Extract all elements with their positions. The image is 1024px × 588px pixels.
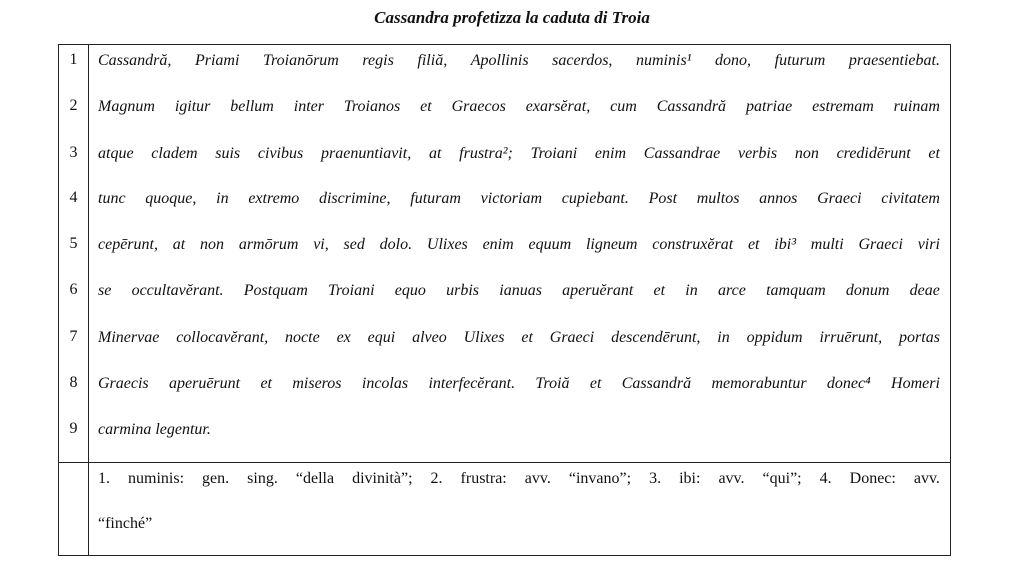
word: “della	[295, 470, 335, 487]
word: aperuĕrant	[562, 282, 634, 299]
word: ibi³	[774, 236, 796, 253]
word: Ulixes	[463, 329, 505, 346]
word: arce	[717, 282, 746, 299]
word: victoriam	[480, 190, 542, 207]
word: Cassandrae	[643, 145, 721, 162]
word: Postquam	[243, 282, 308, 299]
word: futuram	[410, 190, 461, 207]
word: Cassandră,	[98, 52, 172, 69]
word: Graeci	[817, 190, 862, 207]
line-number: 8	[69, 374, 78, 391]
word: memorabuntur	[711, 375, 807, 392]
word: Troianōrum	[262, 52, 339, 69]
word: ex	[336, 329, 351, 346]
word: civibus	[257, 145, 304, 162]
word: aperuērunt	[169, 375, 241, 392]
word: credidērunt	[836, 145, 911, 162]
word: enim	[482, 236, 514, 253]
word: collocavĕrant,	[176, 329, 269, 346]
word: et	[747, 236, 760, 253]
word: “invano”;	[568, 470, 632, 487]
word: Magnum	[98, 98, 155, 115]
word: gen.	[202, 470, 230, 487]
word: cladem	[151, 145, 198, 162]
word: et	[928, 145, 940, 162]
word: praenuntiavit,	[320, 145, 412, 162]
word: ianuas	[499, 282, 542, 299]
line-number: 3	[69, 144, 78, 161]
word: donec⁴	[826, 375, 871, 392]
word: incolas	[361, 375, 409, 392]
word: Graecis	[98, 375, 149, 392]
footnote-line: “finché”	[98, 515, 153, 532]
footnote-line	[98, 469, 940, 489]
text-line	[98, 51, 940, 71]
word: atque	[98, 145, 134, 162]
word: interfecĕrant.	[428, 375, 516, 392]
word: suis	[215, 145, 241, 162]
word: Troiani	[530, 145, 578, 162]
word: sing.	[247, 470, 278, 487]
line-number: 4	[69, 189, 78, 206]
word: non	[794, 145, 819, 162]
word: in	[216, 190, 229, 207]
word: Priami	[194, 52, 240, 69]
word: Homeri	[891, 375, 940, 392]
word: miseros	[292, 375, 342, 392]
word: regis	[362, 52, 394, 69]
word: dolo.	[379, 236, 413, 253]
word: ruinam	[893, 98, 940, 115]
word: 1.	[98, 470, 110, 487]
word: Graeci	[858, 236, 903, 253]
word: et	[420, 98, 432, 115]
line-number: 5	[69, 235, 78, 252]
line-number: 7	[69, 328, 78, 345]
word: in	[685, 282, 698, 299]
word: viri	[917, 236, 940, 253]
word: Donec:	[849, 470, 896, 487]
word: avv.	[913, 470, 940, 487]
word: 2.	[430, 470, 443, 487]
word: vi,	[313, 236, 329, 253]
word: non	[200, 236, 225, 253]
word: praesentiebat.	[848, 52, 940, 69]
word: verbis	[737, 145, 778, 162]
line-number: 2	[69, 97, 78, 114]
word: descendērunt,	[611, 329, 701, 346]
word: deae	[909, 282, 940, 299]
word: cepērunt,	[98, 236, 158, 253]
word: avv.	[718, 470, 745, 487]
word: divinità”;	[352, 470, 413, 487]
word: occultavĕrant.	[131, 282, 224, 299]
word: quoque,	[145, 190, 197, 207]
word: donum	[845, 282, 890, 299]
text-line	[98, 374, 940, 394]
word: frustra:	[460, 470, 507, 487]
word: multi	[810, 236, 844, 253]
word: sacerdos,	[552, 52, 613, 69]
word: 3.	[649, 470, 662, 487]
notes-number-column	[59, 462, 89, 555]
text-line	[98, 144, 940, 164]
word: portas	[899, 329, 940, 346]
word: civitatem	[881, 190, 940, 207]
text-line: carmina legentur.	[98, 421, 211, 438]
word: at	[172, 236, 186, 253]
word: enim	[594, 145, 627, 162]
word: equi	[367, 329, 396, 346]
word: ligneum	[585, 236, 638, 253]
word: et	[521, 329, 533, 346]
word: Graeci	[549, 329, 595, 346]
word: Post	[648, 190, 678, 207]
word: discrimine,	[318, 190, 391, 207]
word: armōrum	[238, 236, 299, 253]
word: sed	[343, 236, 365, 253]
line-number: 6	[69, 281, 78, 298]
word: multos	[696, 190, 740, 207]
word: equo	[394, 282, 426, 299]
text-line	[98, 235, 940, 255]
word: et	[589, 375, 602, 392]
notes-separator	[59, 462, 950, 463]
word: Troianos	[343, 98, 401, 115]
page-title: Cassandra profetizza la caduta di Troia	[374, 8, 650, 27]
word: patriae	[745, 98, 793, 115]
word: et	[260, 375, 272, 392]
word: Minervae	[98, 329, 160, 346]
word: at	[428, 145, 442, 162]
word: in	[717, 329, 730, 346]
word: extremo	[248, 190, 300, 207]
word: equum	[528, 236, 572, 253]
word: cupiebant.	[561, 190, 629, 207]
word: estremam	[812, 98, 874, 115]
word: cum	[610, 98, 637, 115]
word: bellum	[230, 98, 274, 115]
word: “qui”;	[762, 470, 802, 487]
word: igitur	[174, 98, 211, 115]
line-number: 9	[69, 420, 78, 437]
word: tunc	[98, 190, 126, 207]
word: tamquam	[766, 282, 826, 299]
word: Ulixes	[426, 236, 468, 253]
word: frustra²;	[459, 145, 513, 162]
word: et	[653, 282, 666, 299]
word: Troiani	[328, 282, 375, 299]
text-line	[98, 328, 940, 348]
word: numinis¹	[636, 52, 692, 69]
word: Cassandră	[656, 98, 727, 115]
text-line	[98, 281, 940, 301]
word: Apollinis	[470, 52, 529, 69]
word: nocte	[285, 329, 320, 346]
word: construxĕrat	[652, 236, 734, 253]
word: futurum	[774, 52, 826, 69]
word: inter	[293, 98, 324, 115]
line-number: 1	[69, 51, 78, 68]
word: ibi:	[679, 470, 701, 487]
word: urbis	[446, 282, 480, 299]
word: Troiă	[535, 375, 570, 392]
word: oppidum	[746, 329, 803, 346]
word: annos	[759, 190, 798, 207]
word: dono,	[715, 52, 752, 69]
word: exarsĕrat,	[525, 98, 591, 115]
word: irruērunt,	[819, 329, 883, 346]
word: Cassandră	[621, 375, 692, 392]
word: se	[98, 282, 112, 299]
word: avv.	[524, 470, 551, 487]
word: numinis:	[128, 470, 185, 487]
word: filiă,	[417, 52, 448, 69]
word: Graecos	[451, 98, 506, 115]
text-table	[58, 44, 951, 556]
text-line	[98, 97, 940, 117]
word: 4.	[819, 470, 832, 487]
text-line	[98, 189, 940, 209]
word: alveo	[412, 329, 447, 346]
